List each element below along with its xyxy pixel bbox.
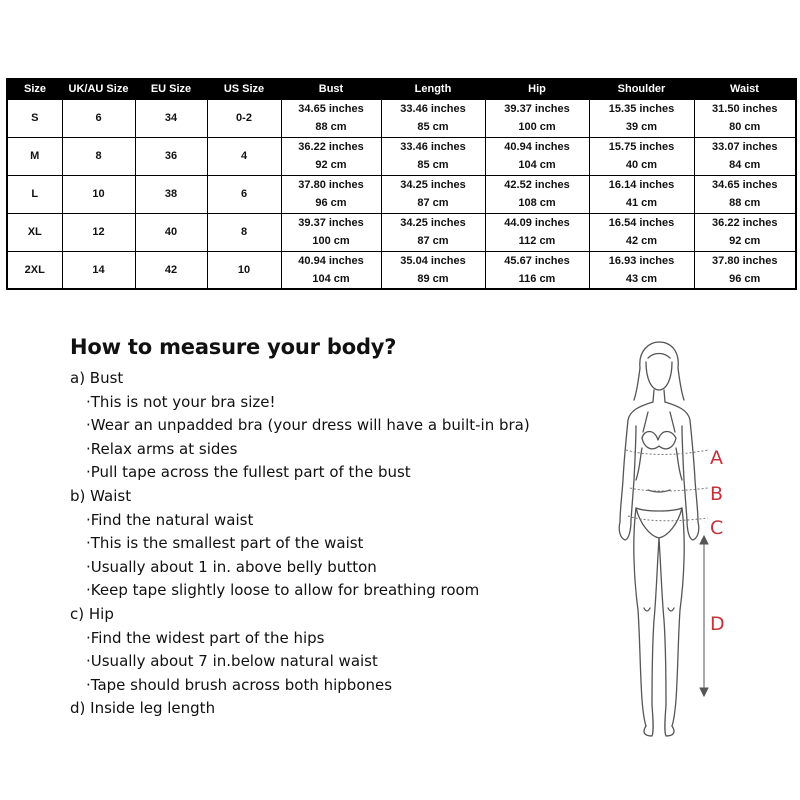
cell-shoulder-cm: 40 cm — [589, 156, 694, 175]
cell-uk: 6 — [62, 99, 135, 137]
header-length: Length — [381, 79, 485, 99]
label-b: B — [710, 483, 724, 505]
cell-us: 10 — [207, 251, 281, 289]
cell-uk: 10 — [62, 175, 135, 213]
cell-eu: 34 — [135, 99, 207, 137]
body-outline-drawing — [596, 340, 756, 740]
cell-hip-cm: 116 cm — [485, 270, 589, 289]
cell-hip-cm: 108 cm — [485, 194, 589, 213]
guide-tip: ·Find the widest part of the hips — [86, 628, 325, 647]
cell-shoulder-inches: 16.14 inches — [589, 175, 694, 194]
guide-tip: ·Usually about 1 in. above belly button — [86, 557, 377, 576]
body-figure-illustration — [596, 340, 756, 740]
cell-us: 8 — [207, 213, 281, 251]
cell-shoulder-inches: 16.54 inches — [589, 213, 694, 232]
guide-section-title: a) Bust — [70, 369, 124, 387]
cell-size: M — [7, 137, 62, 175]
cell-us: 0-2 — [207, 99, 281, 137]
guide-tip: ·Usually about 7 in.below natural waist — [86, 652, 378, 671]
header-uk-au-size: UK/AU Size — [62, 79, 135, 99]
cell-waist-cm: 84 cm — [694, 156, 796, 175]
cell-hip-inches: 42.52 inches — [485, 175, 589, 194]
header-eu-size: EU Size — [135, 79, 207, 99]
cell-uk: 8 — [62, 137, 135, 175]
cell-uk: 14 — [62, 251, 135, 289]
cell-bust-inches: 37.80 inches — [281, 175, 381, 194]
cell-waist-inches: 36.22 inches — [694, 213, 796, 232]
cell-bust-inches: 39.37 inches — [281, 213, 381, 232]
label-d: D — [710, 613, 725, 635]
cell-length-cm: 89 cm — [381, 270, 485, 289]
cell-size: XL — [7, 213, 62, 251]
cell-size: 2XL — [7, 251, 62, 289]
cell-waist-cm: 96 cm — [694, 270, 796, 289]
size-chart-body — [7, 99, 796, 289]
guide-section-title: d) Inside leg length — [70, 699, 216, 718]
guide-tip: ·This is the smallest part of the waist — [86, 534, 364, 553]
size-row — [7, 175, 796, 194]
label-c: C — [710, 517, 724, 539]
cell-shoulder-inches: 16.93 inches — [589, 251, 694, 270]
cell-length-inches: 34.25 inches — [381, 175, 485, 194]
size-row — [7, 213, 796, 232]
cell-waist-cm: 80 cm — [694, 118, 796, 137]
cell-size: L — [7, 175, 62, 213]
header-waist: Waist — [694, 79, 796, 99]
cell-size: S — [7, 99, 62, 137]
cell-eu: 36 — [135, 137, 207, 175]
guide-section-title: c) Hip — [70, 604, 114, 623]
size-row — [7, 251, 796, 270]
size-row — [7, 99, 796, 118]
label-a: A — [710, 447, 723, 469]
cell-hip-inches: 40.94 inches — [485, 137, 589, 156]
guide-title: How to measure your body? — [70, 335, 397, 359]
cell-hip-inches: 39.37 inches — [485, 99, 589, 118]
cell-us: 4 — [207, 137, 281, 175]
guide-tip: ·Wear an unpadded bra (your dress will have a built-in bra) — [86, 416, 530, 435]
cell-bust-inches: 34.65 inches — [281, 99, 381, 118]
cell-bust-inches: 40.94 inches — [281, 251, 381, 270]
cell-eu: 40 — [135, 213, 207, 251]
cell-bust-cm: 88 cm — [281, 118, 381, 137]
cell-length-cm: 87 cm — [381, 194, 485, 213]
guide-tip: ·Keep tape slightly loose to allow for breathing room — [86, 581, 480, 600]
size-row — [7, 137, 796, 156]
cell-hip-inches: 44.09 inches — [485, 213, 589, 232]
cell-uk: 12 — [62, 213, 135, 251]
cell-length-cm: 87 cm — [381, 232, 485, 251]
guide-list — [70, 367, 590, 721]
cell-shoulder-inches: 15.35 inches — [589, 99, 694, 118]
cell-shoulder-cm: 39 cm — [589, 118, 694, 137]
size-chart-table — [6, 78, 797, 290]
cell-length-inches: 33.46 inches — [381, 99, 485, 118]
guide-tip: ·Tape should brush across both hipbones — [86, 675, 393, 694]
cell-length-inches: 33.46 inches — [381, 137, 485, 156]
cell-length-cm: 85 cm — [381, 118, 485, 137]
cell-shoulder-cm: 41 cm — [589, 194, 694, 213]
cell-hip-cm: 104 cm — [485, 156, 589, 175]
guide-tip: ·Find the natural waist — [86, 510, 254, 529]
cell-bust-cm: 92 cm — [281, 156, 381, 175]
guide-tip: ·Pull tape across the fullest part of the bust — [86, 463, 411, 482]
cell-shoulder-cm: 42 cm — [589, 232, 694, 251]
cell-eu: 38 — [135, 175, 207, 213]
header-shoulder: Shoulder — [589, 79, 694, 99]
cell-waist-inches: 31.50 inches — [694, 99, 796, 118]
cell-length-inches: 34.25 inches — [381, 213, 485, 232]
cell-shoulder-cm: 43 cm — [589, 270, 694, 289]
cell-bust-cm: 96 cm — [281, 194, 381, 213]
cell-hip-cm: 100 cm — [485, 118, 589, 137]
header-hip: Hip — [485, 79, 589, 99]
cell-bust-cm: 104 cm — [281, 270, 381, 289]
cell-hip-cm: 112 cm — [485, 232, 589, 251]
measure-guide — [70, 335, 590, 721]
cell-waist-cm: 92 cm — [694, 232, 796, 251]
guide-tip: ·This is not your bra size! — [86, 392, 276, 411]
header-us-size: US Size — [207, 79, 281, 99]
cell-length-inches: 35.04 inches — [381, 251, 485, 270]
cell-length-cm: 85 cm — [381, 156, 485, 175]
cell-waist-inches: 34.65 inches — [694, 175, 796, 194]
cell-eu: 42 — [135, 251, 207, 289]
cell-waist-cm: 88 cm — [694, 194, 796, 213]
cell-waist-inches: 33.07 inches — [694, 137, 796, 156]
cell-waist-inches: 37.80 inches — [694, 251, 796, 270]
cell-bust-inches: 36.22 inches — [281, 137, 381, 156]
cell-shoulder-inches: 15.75 inches — [589, 137, 694, 156]
header-bust: Bust — [281, 79, 381, 99]
header-size: Size — [7, 79, 62, 99]
cell-us: 6 — [207, 175, 281, 213]
cell-hip-inches: 45.67 inches — [485, 251, 589, 270]
cell-bust-cm: 100 cm — [281, 232, 381, 251]
size-chart-header-row — [7, 79, 796, 99]
guide-section-title: b) Waist — [70, 486, 132, 505]
guide-tip: ·Relax arms at sides — [86, 439, 238, 458]
